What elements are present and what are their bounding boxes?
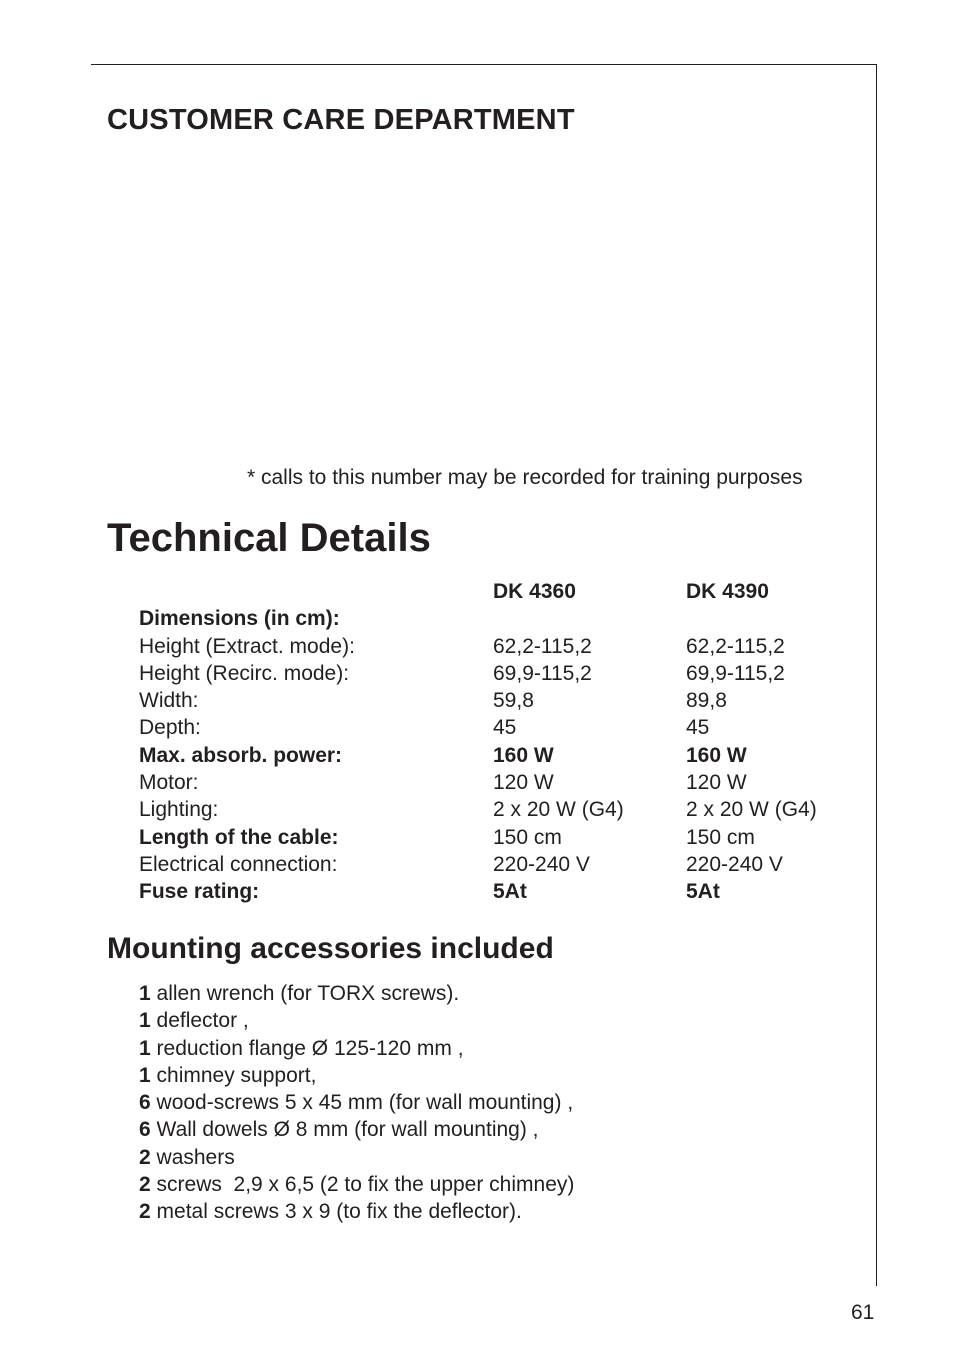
accessory-quantity: 2 [139,1200,151,1224]
accessory-item [139,980,574,1007]
spec-value-dk4390: 5At [686,880,720,904]
accessory-item [139,1171,574,1198]
spec-value-dk4360: 45 [493,716,517,740]
spec-value-dk4390: 2 x 20 W (G4) [686,798,817,822]
accessory-description: Wall dowels Ø 8 mm (for wall mounting) , [150,1118,539,1142]
mounting-accessories-heading: Mounting accessories included [107,932,554,965]
spec-value-dk4360: 5At [493,880,527,904]
accessory-description: chimney support, [150,1063,317,1087]
spec-row [139,714,859,741]
spec-value-dk4360: 150 cm [493,825,562,849]
accessories-list [139,980,574,1226]
spec-label: Motor: [139,771,199,795]
accessory-quantity: 6 [139,1118,151,1142]
accessory-item [139,1144,574,1171]
spec-label: Depth: [139,716,201,740]
spec-row [139,742,859,769]
spec-label: Width: [139,689,199,713]
spec-value-dk4390: 120 W [686,771,747,795]
spec-label: Max. absorb. power: [139,743,343,767]
accessory-quantity: 1 [139,1036,151,1060]
spec-value-dk4390: 160 W [686,743,747,767]
accessory-item [139,1062,574,1089]
right-border-rule [876,64,877,1286]
spec-value-dk4360: 160 W [493,743,554,767]
customer-care-heading: CUSTOMER CARE DEPARTMENT [107,104,575,136]
spec-value-dk4390: 89,8 [686,689,727,713]
spec-row [139,769,859,796]
spec-value-dk4360: 220-240 V [493,852,590,876]
spec-row [139,687,859,714]
accessory-item [139,1198,574,1225]
accessory-quantity: 1 [139,1063,151,1087]
spec-row [139,796,859,823]
spec-label: Height (Recirc. mode): [139,661,350,685]
accessory-description: wood-screws 5 x 45 mm (for wall mounting) , [150,1091,574,1115]
spec-value-dk4360: 2 x 20 W (G4) [493,798,624,822]
spec-value-dk4390: 150 cm [686,825,755,849]
spec-value-dk4360: 62,2-115,2 [493,634,592,658]
spec-row [139,824,859,851]
spec-value-dk4390: 62,2-115,2 [686,634,785,658]
spec-row [139,633,859,660]
spec-label: Dimensions (in cm): [139,607,340,631]
spec-value-dk4360: 59,8 [493,689,534,713]
call-recording-footnote: * calls to this number may be recorded for training purposes [247,466,803,489]
accessory-item [139,1007,574,1034]
accessory-description: washers [150,1145,235,1169]
spec-row [139,878,859,905]
technical-spec-table [139,578,859,906]
accessory-description: reduction flange Ø 125-120 mm , [150,1036,464,1060]
spec-value-dk4360: 69,9-115,2 [493,661,592,685]
accessory-item [139,1035,574,1062]
accessory-quantity: 1 [139,982,151,1005]
spec-label: Electrical connection: [139,852,338,876]
accessory-description: metal screws 3 x 9 (to fix the deflector). [150,1200,522,1224]
accessory-item [139,1089,574,1116]
accessory-description: allen wrench (for TORX screws). [150,982,460,1005]
accessory-quantity: 6 [139,1091,151,1115]
accessory-quantity: 1 [139,1009,151,1033]
accessory-item [139,1116,574,1143]
spec-row [139,851,859,878]
accessory-description: deflector , [150,1009,249,1033]
spec-label: Height (Extract. mode): [139,634,355,658]
spec-row [139,605,859,632]
spec-label: Length of the cable: [139,825,339,849]
top-border-rule [91,64,877,65]
accessory-quantity: 2 [139,1173,151,1197]
spec-value-dk4360: 120 W [493,771,554,795]
spec-value-dk4390: 69,9-115,2 [686,661,785,685]
page-number: 61 [851,1301,875,1324]
spec-label: Lighting: [139,798,219,822]
spec-value-dk4390: 220-240 V [686,852,783,876]
spec-rows [139,605,859,905]
spec-table-header [139,578,859,605]
spec-row [139,660,859,687]
spec-label: Fuse rating: [139,880,260,904]
technical-details-heading: Technical Details [107,516,431,560]
spec-value-dk4390: 45 [686,716,710,740]
accessory-quantity: 2 [139,1145,151,1169]
accessory-description: screws 2,9 x 6,5 (2 to fix the upper chimney) [150,1173,575,1197]
column-header-dk4390: DK 4390 [686,580,769,603]
column-header-dk4360: DK 4360 [493,580,576,603]
